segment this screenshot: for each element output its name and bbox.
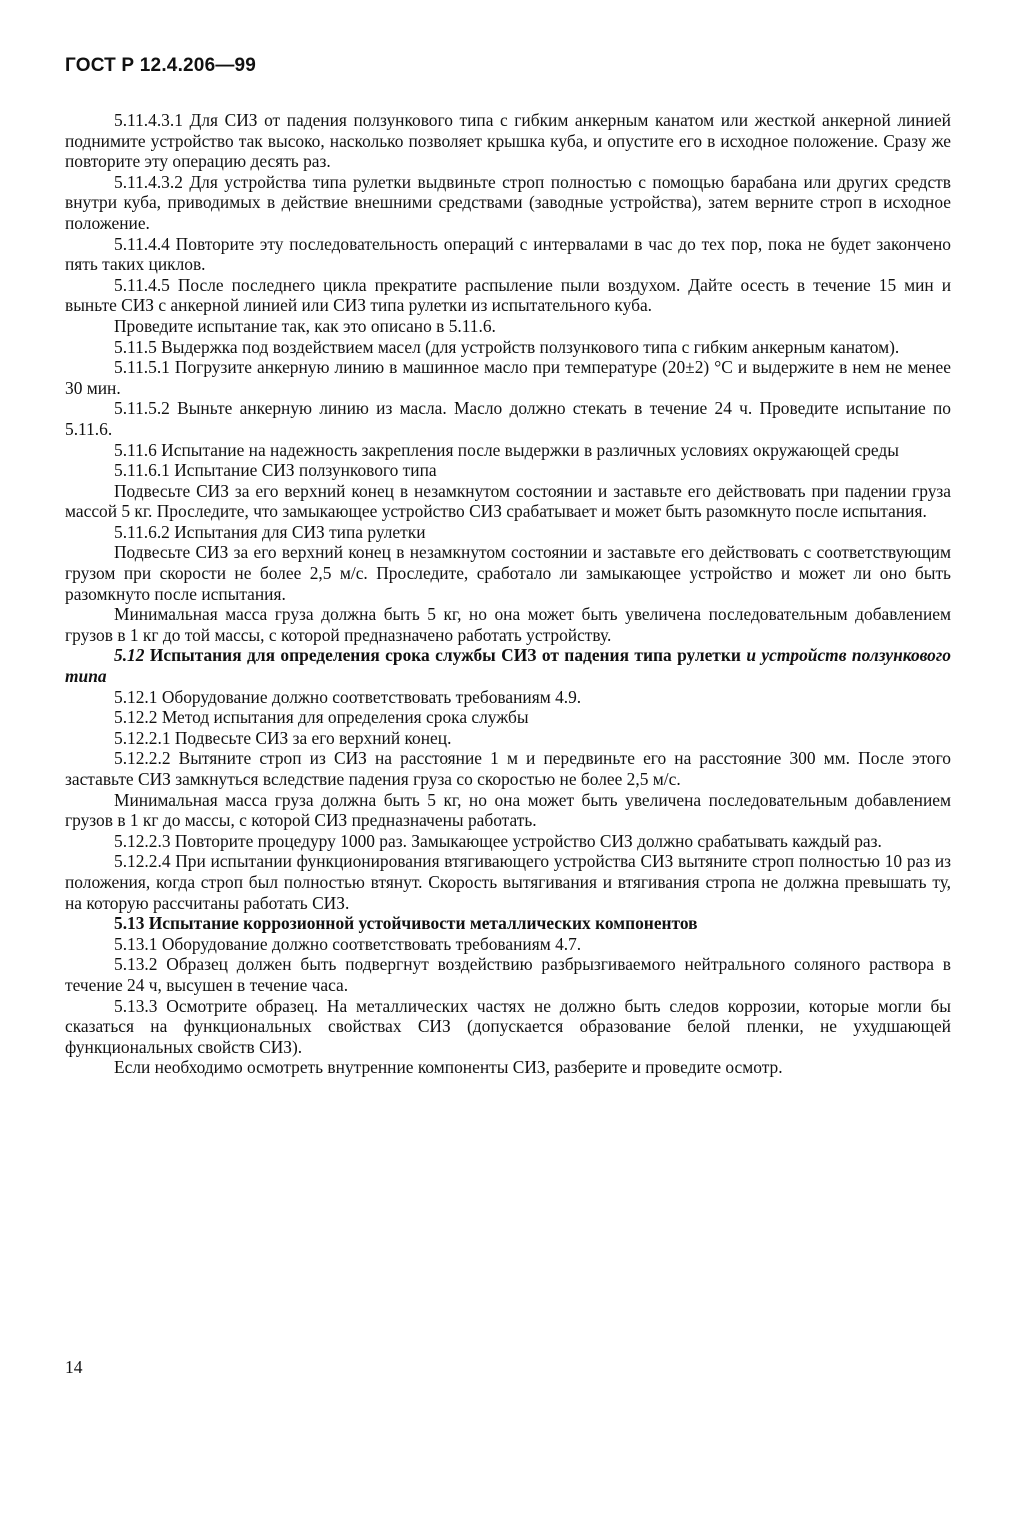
paragraph-5-13-2: 5.13.2 Образец должен быть подвергнут воздействию разбрызгиваемого нейтрального соляного раствора в течение 24 ч, высушен в течение часа. [65, 954, 951, 995]
section-number-5-12: 5.12 [114, 645, 145, 666]
document-body [65, 110, 951, 1078]
paragraph-inspection: Если необходимо осмотреть внутренние компоненты СИЗ, разберите и проведите осмотр. [114, 1057, 783, 1078]
paragraph-5-11-6: 5.11.6 Испытание на надежность закрепления после выдержки в различных условиях окружающей среды [114, 439, 899, 460]
paragraph-5-12-2-3: 5.12.2.3 Повторите процедуру 1000 раз. Замыкающее устройство СИЗ должно срабатывать каждый раз. [114, 830, 882, 851]
section-title-5-12-italic: и устройств ползункового типа [65, 645, 951, 687]
page-number: 14 [65, 1357, 83, 1377]
paragraph-5-12-2-1: 5.12.2.1 Подвесьте СИЗ за его верхний конец. [114, 727, 452, 748]
paragraph-slider-test-body: Подвесьте СИЗ за его верхний конец в незамкнутом состоянии и заставьте его действовать при падении груза массой 5 кг. Проследите, что замыкающее устройство СИЗ срабатывает и может быть разомкнуто после испытания. [65, 480, 951, 522]
paragraph-5-11-4-5: 5.11.4.5 После последнего цикла прекратите распыление пыли воздухом. Дайте осесть в течение 15 мин и выньте СИЗ с анкерной линией или СИЗ типа рулетки из испытательного куба. [65, 274, 951, 316]
paragraph-5-11-4-3-2: 5.11.4.3.2 Для устройства типа рулетки выдвиньте строп полностью с помощью барабана или других средств внутри куба, приводимых в действие внешними средствами (заводные устройства), затем верните строп в исходное положение. [65, 171, 951, 233]
paragraph-5-11-6-1: 5.11.6.1 Испытание СИЗ ползункового типа [114, 460, 437, 481]
paragraph-see-5-11-6: Проведите испытание так, как это описано в 5.11.6. [114, 315, 496, 336]
paragraph-5-11-5-2: 5.11.5.2 Выньте анкерную линию из масла. Масло должно стекать в течение 24 ч. Проведите испытание по 5.11.6. [65, 398, 951, 439]
paragraph-min-mass-2: Минимальная масса груза должна быть 5 кг, но она может быть увеличена последовательным добавлением грузов в 1 кг до массы, с которой СИЗ предназначены работать. [65, 789, 951, 831]
document-header: ГОСТ Р 12.4.206—99 [65, 55, 257, 76]
paragraph-5-11-4-3-1: 5.11.4.3.1 Для СИЗ от падения ползункового типа с гибким анкерным канатом или жесткой анкерной линией поднимите устройство так высоко, насколько позволяет крышка куба, и опустите его в исходное положение. Сразу же повторите эту операцию десять раз. [65, 110, 951, 172]
paragraph-5-11-5: 5.11.5 Выдержка под воздействием масел (для устройств ползункового типа с гибким анкерным канатом). [114, 336, 900, 357]
paragraph-5-12-2: 5.12.2 Метод испытания для определения срока службы [114, 707, 529, 728]
paragraph-min-mass-1: Минимальная масса груза должна быть 5 кг, но она может быть увеличена последовательным добавлением грузов в 1 кг до той массы, с которой предназначено работать устройству. [65, 604, 951, 645]
paragraph-5-13-1: 5.13.1 Оборудование должно соответствовать требованиям 4.7. [114, 933, 582, 954]
paragraph-5-11-5-1: 5.11.5.1 Погрузите анкерную линию в машинное масло при температуре (20±2) °С и выдержите в нем не менее 30 мин. [65, 357, 951, 398]
paragraph-retractable-test-body: Подвесьте СИЗ за его верхний конец в незамкнутом состоянии и заставьте его действовать с соответствующим грузом при скорости не более 2,5 м/с. Проследите, сработало ли замыкающее устройство и может ли оно быть разомкнуто после испытания. [65, 542, 951, 604]
paragraph-5-12-1: 5.12.1 Оборудование должно соответствовать требованиям 4.9. [114, 686, 582, 707]
section-heading-5-13: 5.13 Испытание коррозионной устойчивости металлических компонентов [114, 913, 698, 934]
paragraph-5-11-4-4: 5.11.4.4 Повторите эту последовательность операций с интервалами в час до тех пор, пока не будет закончено пять таких циклов. [65, 233, 951, 275]
paragraph-5-12-2-4: 5.12.2.4 При испытании функционирования втягивающего устройства СИЗ вытяните строп полностью 10 раз из положения, когда строп был полностью втянут. Скорость вытягивания и втягивания стропа не должна превышать ту, на которую рассчитаны работать СИЗ. [65, 851, 951, 913]
paragraph-5-11-6-2: 5.11.6.2 Испытания для СИЗ типа рулетки [114, 521, 426, 542]
paragraph-5-13-3: 5.13.3 Осмотрите образец. На металлических частях не должно быть следов коррозии, которые могли бы сказаться на функциональных свойствах СИЗ (допускается образование белой пленки, не ухудшающей функциональных свойств СИЗ). [65, 995, 951, 1057]
section-title-5-12-bold: Испытания для определения срока службы СИЗ от падения типа рулетки [144, 645, 741, 666]
paragraph-5-12-2-2: 5.12.2.2 Вытяните строп из СИЗ на расстояние 1 м и передвиньте его на расстояние 300 мм. После этого заставьте СИЗ замкнуться вследствие падения груза со скоростью не более 2,5 м/с. [65, 748, 951, 789]
section-heading-5-12 [65, 645, 951, 686]
